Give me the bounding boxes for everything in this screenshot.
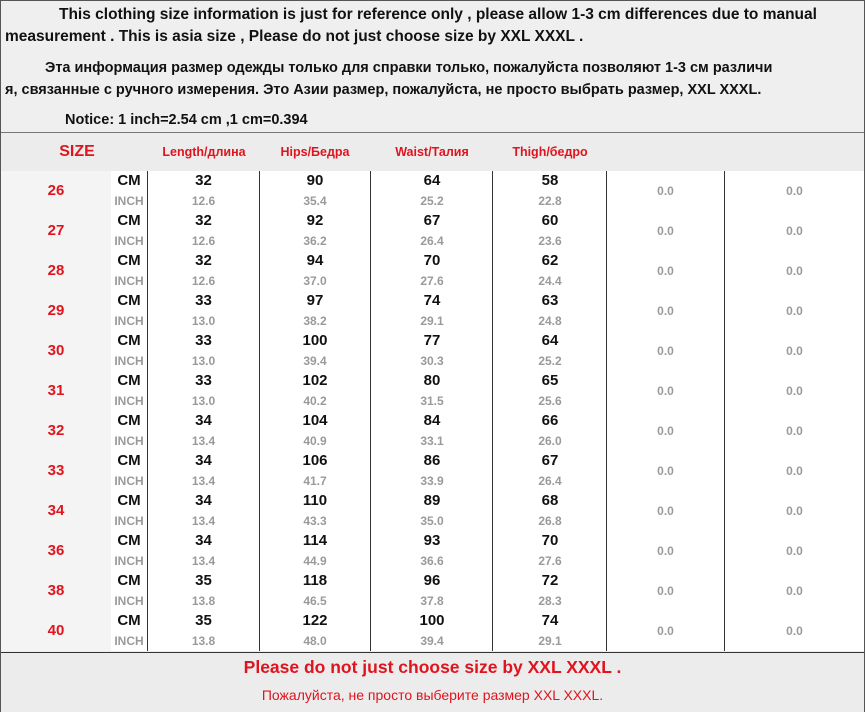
hips-cm-value: 97 — [306, 292, 324, 309]
length-inch-value: 12.6 — [191, 194, 216, 208]
waist-inch-value: 30.3 — [420, 354, 444, 368]
size-label: 33 — [47, 462, 65, 479]
waist-inch-value: 27.6 — [420, 274, 444, 288]
empty-column-1-value: 0.0 — [657, 224, 674, 238]
waist-cm-value: 67 — [423, 212, 441, 229]
hips-inch-value: 37.0 — [303, 274, 327, 288]
hips-cm-value: 104 — [302, 412, 328, 429]
empty-column-1-value: 0.0 — [657, 424, 674, 438]
waist-cm-value: 100 — [419, 612, 445, 629]
hips-inch-value: 40.2 — [303, 394, 327, 408]
empty-column-2-value: 0.0 — [786, 384, 803, 398]
thigh-cm-value: 63 — [541, 292, 559, 309]
table-row — [1, 531, 864, 571]
waist-inch-value: 26.4 — [420, 234, 444, 248]
size-label: 29 — [47, 302, 65, 319]
thigh-inch-value: 26.0 — [538, 434, 562, 448]
empty-column-2-value: 0.0 — [786, 464, 803, 478]
thigh-cm-value: 60 — [541, 212, 559, 229]
header-size: SIZE — [59, 143, 95, 160]
thigh-cm-value: 58 — [541, 172, 559, 189]
empty-column-1-value: 0.0 — [657, 264, 674, 278]
table-row — [1, 491, 864, 531]
size-label: 38 — [47, 582, 65, 599]
waist-inch-value: 33.9 — [420, 474, 444, 488]
unit-cm-label: CM — [117, 492, 141, 509]
unit-inch-label: INCH — [114, 634, 144, 648]
header-thigh: Thigh/бедро — [512, 145, 588, 159]
thigh-inch-value: 27.6 — [538, 554, 562, 568]
length-inch-value: 13.8 — [191, 634, 216, 648]
length-cm-value: 32 — [195, 172, 212, 189]
size-label: 32 — [47, 422, 65, 439]
footer — [1, 652, 864, 712]
length-cm-value: 32 — [195, 252, 212, 269]
empty-column-2-value: 0.0 — [786, 224, 803, 238]
thigh-inch-value: 28.3 — [538, 594, 562, 608]
empty-column-1-value: 0.0 — [657, 504, 674, 518]
hips-cm-value: 122 — [302, 612, 328, 629]
length-cm-value: 33 — [195, 332, 212, 349]
hips-cm-value: 90 — [306, 172, 324, 189]
waist-cm-value: 70 — [423, 252, 441, 269]
size-label: 31 — [47, 382, 65, 399]
intro-english-line-1: This clothing size information is just for reference only , please allow 1-3 cm differences due to manual — [59, 6, 817, 23]
length-cm-value: 33 — [195, 372, 212, 389]
table-row — [1, 171, 864, 211]
empty-column-2-value: 0.0 — [786, 544, 803, 558]
empty-column-2-value: 0.0 — [786, 344, 803, 358]
size-label: 30 — [47, 342, 65, 359]
hips-cm-value: 114 — [302, 532, 328, 549]
length-inch-value: 13.4 — [191, 474, 216, 488]
waist-cm-value: 80 — [423, 372, 441, 389]
size-label: 40 — [47, 622, 65, 639]
length-inch-value: 13.4 — [191, 554, 216, 568]
table-row — [1, 451, 864, 491]
unit-cm-label: CM — [117, 412, 141, 429]
length-inch-value: 12.6 — [191, 274, 216, 288]
unit-inch-label: INCH — [114, 514, 144, 528]
table-row — [1, 411, 864, 451]
length-cm-value: 32 — [195, 212, 212, 229]
unit-inch-label: INCH — [114, 274, 144, 288]
hips-inch-value: 46.5 — [303, 594, 327, 608]
unit-cm-label: CM — [117, 612, 141, 629]
table-row — [1, 331, 864, 371]
hips-cm-value: 92 — [306, 212, 324, 229]
hips-inch-value: 44.9 — [303, 554, 327, 568]
empty-column-2-value: 0.0 — [786, 624, 803, 638]
thigh-cm-value: 64 — [541, 332, 559, 349]
waist-inch-value: 25.2 — [420, 194, 444, 208]
thigh-inch-value: 22.8 — [538, 194, 562, 208]
unit-inch-label: INCH — [114, 234, 144, 248]
length-inch-value: 13.4 — [191, 434, 216, 448]
intro-russian-line-2: я, связанные с ручного измерения. Это Азии размер, пожалуйста, не просто выбрать размер, XXL XXXL. — [5, 82, 762, 98]
hips-inch-value: 36.2 — [303, 234, 327, 248]
unit-cm-label: CM — [117, 212, 141, 229]
empty-column-2-value: 0.0 — [786, 184, 803, 198]
table-row — [1, 571, 864, 611]
intro-english-line-2: measurement . This is asia size , Please do not just choose size by XXL XXXL . — [5, 28, 584, 45]
hips-inch-value: 35.4 — [303, 194, 327, 208]
empty-column-1-value: 0.0 — [657, 344, 674, 358]
empty-column-2-value: 0.0 — [786, 264, 803, 278]
length-cm-value: 35 — [195, 572, 212, 589]
unit-cm-label: CM — [117, 172, 141, 189]
waist-cm-value: 86 — [423, 452, 441, 469]
unit-cm-label: CM — [117, 532, 141, 549]
length-inch-value: 13.4 — [191, 514, 216, 528]
length-cm-value: 33 — [195, 292, 212, 309]
waist-cm-value: 96 — [423, 572, 441, 589]
waist-inch-value: 33.1 — [420, 434, 444, 448]
waist-inch-value: 31.5 — [420, 394, 444, 408]
header-waist: Waist/Талия — [395, 145, 469, 159]
header-hips: Hips/Бедра — [280, 145, 350, 159]
size-table — [1, 171, 864, 651]
hips-cm-value: 102 — [302, 372, 328, 389]
empty-column-2-value: 0.0 — [786, 304, 803, 318]
waist-cm-value: 74 — [423, 292, 441, 309]
thigh-cm-value: 74 — [541, 612, 559, 629]
thigh-cm-value: 65 — [541, 372, 559, 389]
waist-inch-value: 29.1 — [420, 314, 444, 328]
table-row — [1, 211, 864, 251]
thigh-inch-value: 24.8 — [538, 314, 562, 328]
header-length: Length/длина — [162, 145, 246, 159]
waist-inch-value: 35.0 — [420, 514, 444, 528]
length-inch-value: 12.6 — [191, 234, 216, 248]
length-cm-value: 34 — [195, 492, 212, 509]
waist-cm-value: 64 — [423, 172, 441, 189]
thigh-cm-value: 70 — [541, 532, 559, 549]
hips-cm-value: 118 — [302, 572, 328, 589]
size-label: 27 — [47, 222, 65, 239]
intro-russian-line-1: Эта информация размер одежды только для справки только, пожалуйста позволяют 1-3 см различи — [45, 60, 773, 76]
unit-inch-label: INCH — [114, 594, 144, 608]
size-label: 28 — [47, 262, 65, 279]
hips-inch-value: 43.3 — [303, 514, 327, 528]
thigh-inch-value: 25.6 — [538, 394, 562, 408]
empty-column-1-value: 0.0 — [657, 624, 674, 638]
waist-inch-value: 36.6 — [420, 554, 444, 568]
unit-inch-label: INCH — [114, 354, 144, 368]
length-cm-value: 34 — [195, 532, 212, 549]
size-label: 34 — [47, 502, 65, 519]
unit-inch-label: INCH — [114, 394, 144, 408]
unit-inch-label: INCH — [114, 194, 144, 208]
unit-inch-label: INCH — [114, 434, 144, 448]
waist-cm-value: 84 — [423, 412, 441, 429]
length-cm-value: 34 — [195, 412, 212, 429]
unit-cm-label: CM — [117, 452, 141, 469]
unit-inch-label: INCH — [114, 474, 144, 488]
hips-inch-value: 41.7 — [303, 474, 327, 488]
unit-cm-label: CM — [117, 572, 141, 589]
conversion-notice: Notice: 1 inch=2.54 cm ,1 cm=0.394 — [65, 112, 308, 128]
empty-column-1-value: 0.0 — [657, 584, 674, 598]
length-cm-value: 34 — [195, 452, 212, 469]
unit-cm-label: CM — [117, 332, 141, 349]
unit-cm-label: CM — [117, 292, 141, 309]
length-inch-value: 13.0 — [191, 394, 216, 408]
thigh-inch-value: 25.2 — [538, 354, 562, 368]
size-label: 26 — [47, 182, 65, 199]
table-row — [1, 371, 864, 411]
empty-column-2-value: 0.0 — [786, 504, 803, 518]
unit-cm-label: CM — [117, 372, 141, 389]
footer-russian: Пожалуйста, не просто выберите размер XXL XXXL. — [261, 687, 604, 703]
waist-inch-value: 39.4 — [420, 634, 444, 648]
empty-column-2-value: 0.0 — [786, 584, 803, 598]
intro-notes — [1, 1, 864, 131]
length-inch-value: 13.0 — [191, 314, 216, 328]
unit-inch-label: INCH — [114, 554, 144, 568]
hips-inch-value: 38.2 — [303, 314, 327, 328]
waist-inch-value: 37.8 — [420, 594, 444, 608]
thigh-cm-value: 67 — [541, 452, 559, 469]
unit-inch-label: INCH — [114, 314, 144, 328]
length-cm-value: 35 — [195, 612, 212, 629]
hips-cm-value: 100 — [302, 332, 328, 349]
table-header — [1, 132, 864, 172]
unit-cm-label: CM — [117, 252, 141, 269]
table-row — [1, 251, 864, 291]
waist-cm-value: 89 — [423, 492, 441, 509]
thigh-inch-value: 26.4 — [538, 474, 562, 488]
hips-cm-value: 106 — [302, 452, 328, 469]
hips-cm-value: 94 — [306, 252, 324, 269]
length-inch-value: 13.0 — [191, 354, 216, 368]
empty-column-1-value: 0.0 — [657, 304, 674, 318]
empty-column-2-value: 0.0 — [786, 424, 803, 438]
empty-column-1-value: 0.0 — [657, 464, 674, 478]
thigh-inch-value: 26.8 — [538, 514, 562, 528]
empty-column-1-value: 0.0 — [657, 184, 674, 198]
hips-inch-value: 40.9 — [303, 434, 327, 448]
length-inch-value: 13.8 — [191, 594, 216, 608]
empty-column-1-value: 0.0 — [657, 384, 674, 398]
hips-cm-value: 110 — [302, 492, 328, 509]
thigh-inch-value: 29.1 — [538, 634, 562, 648]
waist-cm-value: 93 — [423, 532, 441, 549]
thigh-inch-value: 24.4 — [538, 274, 562, 288]
table-row — [1, 611, 864, 651]
waist-cm-value: 77 — [423, 332, 441, 349]
footer-english: Please do not just choose size by XXL XXXL . — [243, 657, 622, 677]
size-label: 36 — [47, 542, 65, 559]
thigh-inch-value: 23.6 — [538, 234, 562, 248]
hips-inch-value: 48.0 — [303, 634, 327, 648]
thigh-cm-value: 68 — [541, 492, 559, 509]
empty-column-1-value: 0.0 — [657, 544, 674, 558]
table-row — [1, 291, 864, 331]
thigh-cm-value: 72 — [541, 572, 559, 589]
thigh-cm-value: 66 — [541, 412, 559, 429]
hips-inch-value: 39.4 — [303, 354, 327, 368]
thigh-cm-value: 62 — [541, 252, 559, 269]
